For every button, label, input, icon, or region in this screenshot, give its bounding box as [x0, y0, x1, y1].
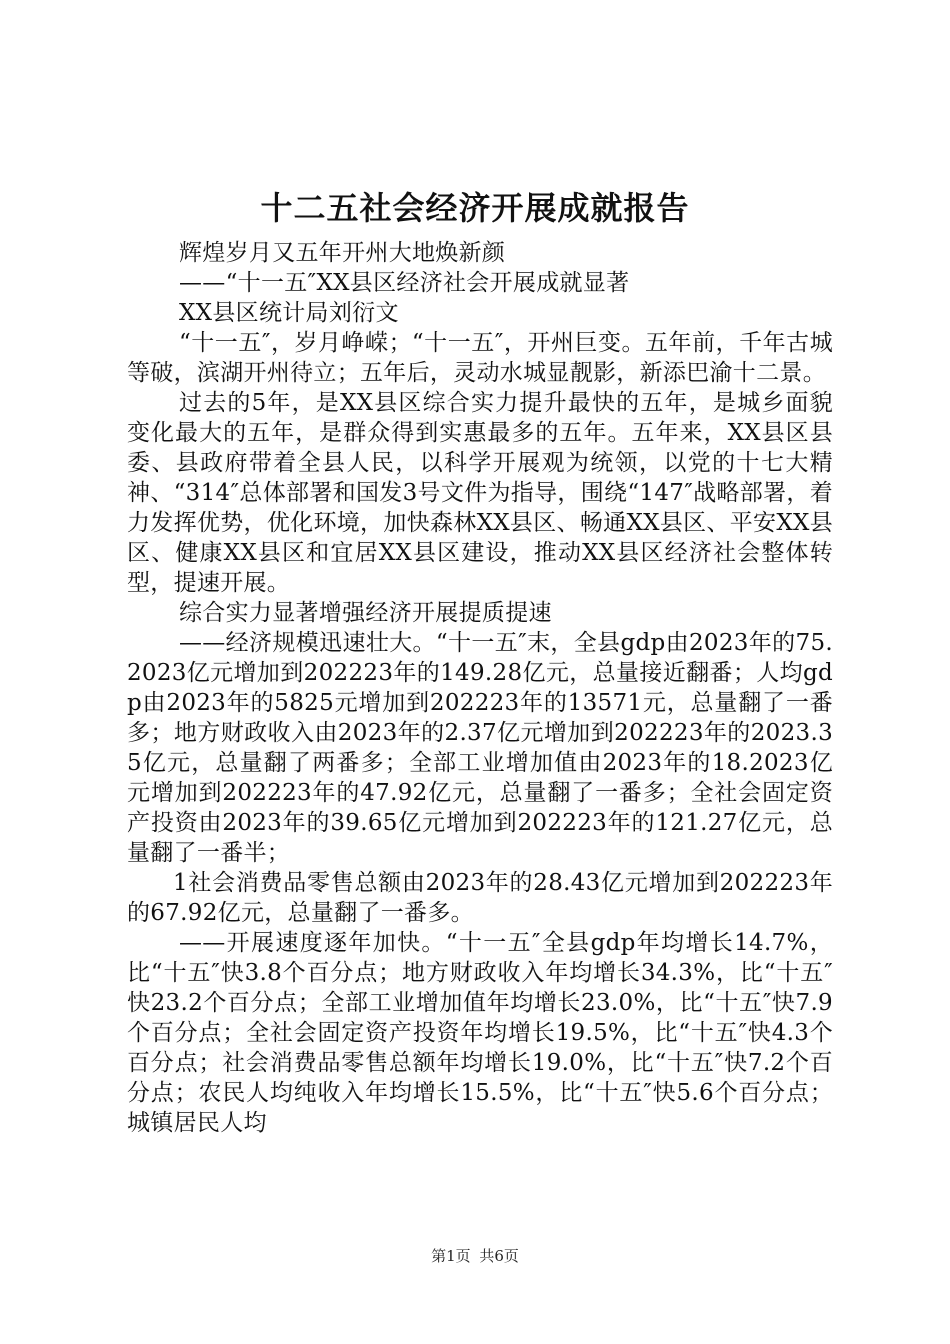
document-title: 十二五社会经济开展成就报告 [260, 189, 690, 227]
subtitle-line: 辉煌岁月又五年开州大地焕新颜 [179, 240, 506, 266]
page-total: 共6页 [479, 1247, 519, 1265]
subtitle-dash-line: ——“十一五″XX县区经济社会开展成就显著 [179, 270, 630, 296]
paragraph-economic-scale: ——经济规模迅速壮大。“十一五″末，全县gdp由2023年的75.2023亿元增加到202223年的149.28亿元，总量接近翻番；人均gdp由2023年的5825元增加到202223年的13571元，总量翻了一番多；地方财政收入由2023年的2.37亿元增加到202223年的2023.35亿元，总量翻了两番多；全部工业增加值由2023年的18.2023亿元增加到202223年的47.92亿元，总量翻了一番多；全社会固定资产投资由2023年的39.65亿元增加到202223年的121.27亿元，总量翻了一番半； [127, 630, 833, 866]
paragraph-consumer-sales: 1社会消费品零售总额由2023年的28.43亿元增加到202223年的67.92亿元，总量翻了一番多。 [127, 870, 833, 926]
page-number: 第1页 [431, 1247, 471, 1265]
paragraph-overview: 过去的5年，是XX县区综合实力提升最快的五年，是城乡面貌变化最大的五年，是群众得到实惠最多的五年。五年来，XX县区县委、县政府带着全县人民，以科学开展观为统领，以党的十七大精神、“314″总体部署和国发3号文件为指导，围绕“147″战略部署，着力发挥优势，优化环境，加快森林XX县区、畅通XX县区、平安XX县区、健康XX县区和宜居XX县区建设，推动XX县区经济社会整体转型，提速开展。 [127, 390, 833, 596]
document-body [127, 238, 833, 1138]
page-footer [0, 1246, 950, 1266]
paragraph-growth-speed: ——开展速度逐年加快。“十一五″全县gdp年均增长14.7%，比“十五″快3.8个百分点；地方财政收入年均增长34.3%，比“十五″快23.2个百分点；全部工业增加值年均增长23.0%，比“十五″快7.9个百分点；全社会固定资产投资年均增长19.5%，比“十五″快4.3个百分点；社会消费品零售总额年均增长19.0%，比“十五″快7.2个百分点；农民人均纯收入年均增长15.5%，比“十五″快5.6个百分点；城镇居民人均 [127, 930, 833, 1136]
author-line: XX县区统计局刘衍文 [179, 300, 399, 326]
paragraph-intro: “十一五″，岁月峥嵘；“十一五″，开州巨变。五年前，千年古城等破，滨湖开州待立；五年后，灵动水城显靓影，新添巴渝十二景。 [127, 330, 833, 386]
section-heading: 综合实力显著增强经济开展提质提速 [179, 600, 552, 626]
